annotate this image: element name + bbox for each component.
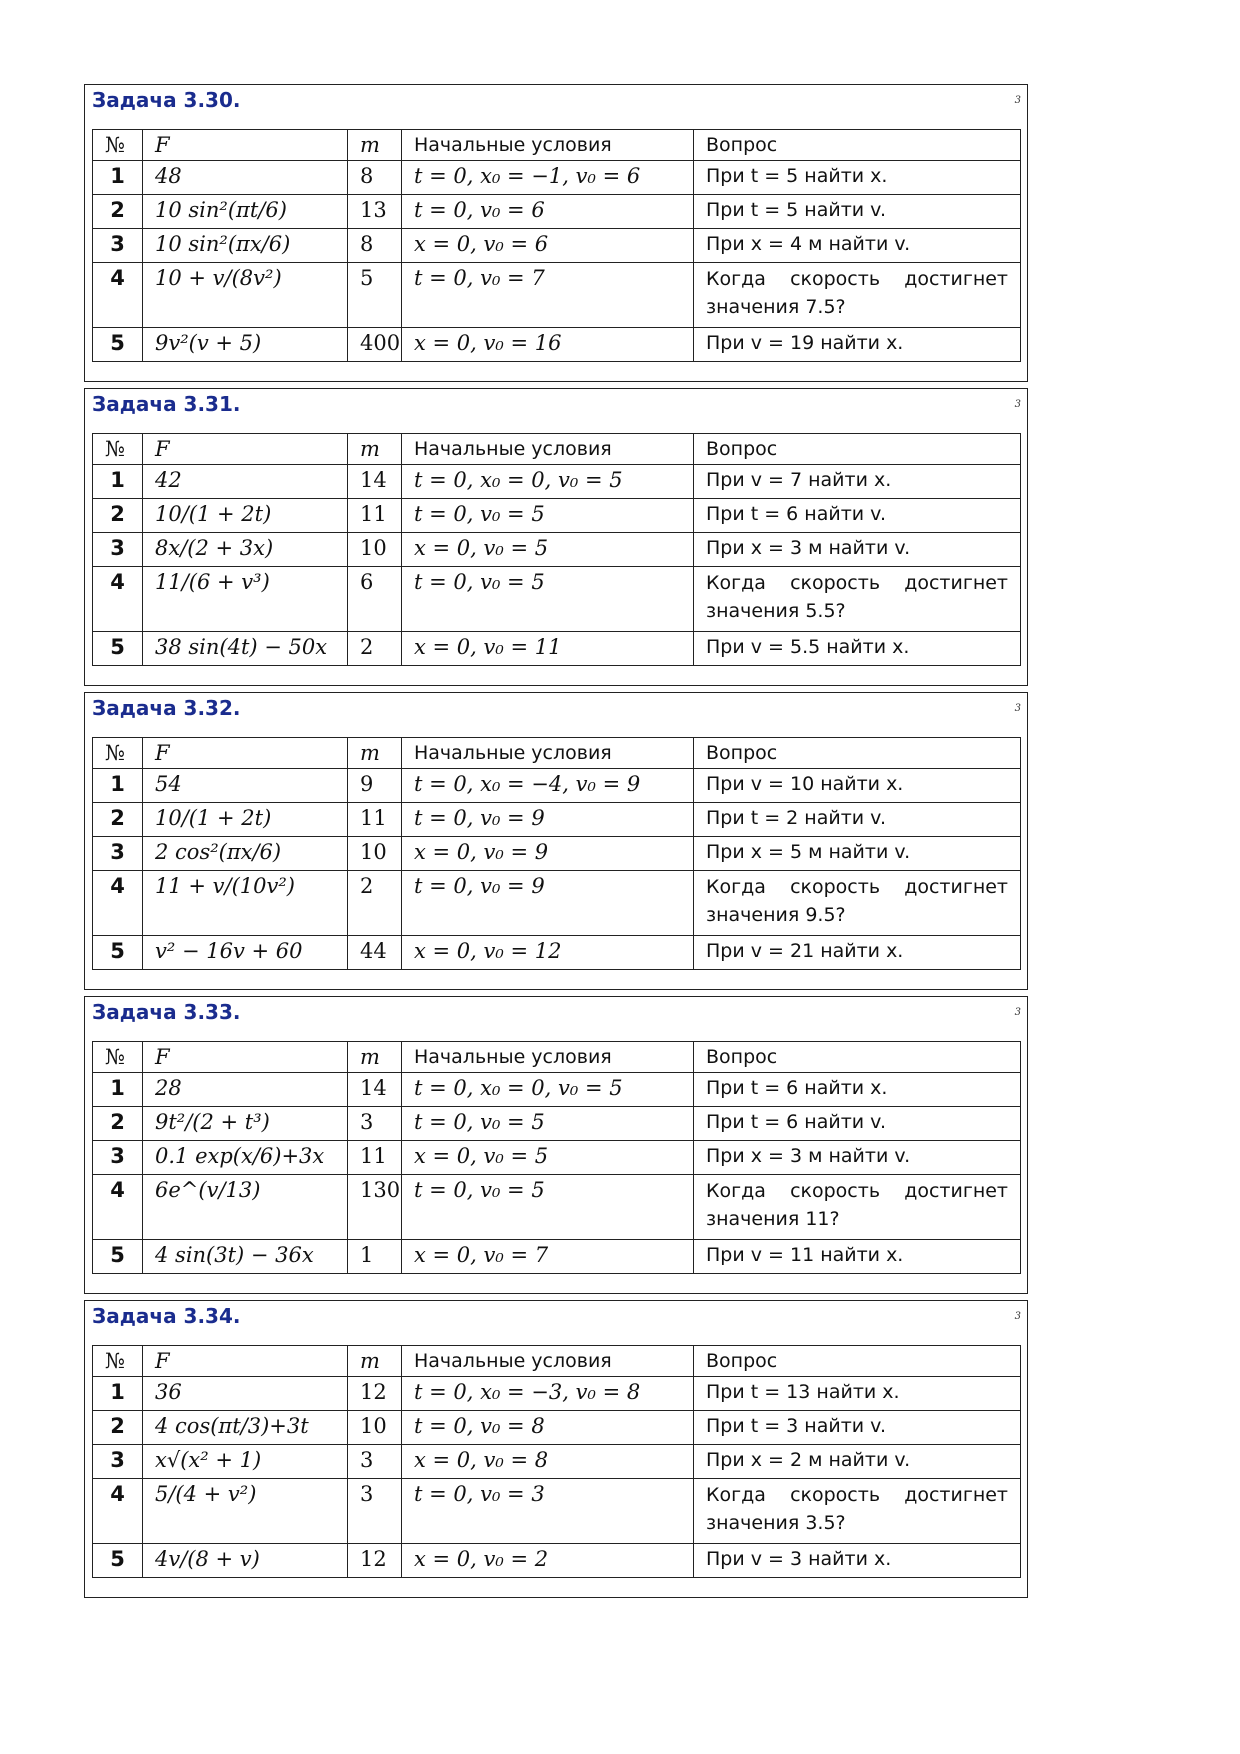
header-mass: m (348, 738, 402, 769)
initial-conditions-cell: t = 0, v₀ = 9 (402, 803, 694, 837)
problem-block (84, 84, 1028, 382)
problem-title: Задача 3.31. (92, 392, 241, 416)
mass-cell: 3 (348, 1445, 402, 1479)
table-header-row (93, 738, 1021, 769)
mass-cell: 12 (348, 1544, 402, 1578)
table-row (93, 161, 1021, 195)
initial-conditions-cell: x = 0, v₀ = 8 (402, 1445, 694, 1479)
row-number: 4 (93, 567, 143, 632)
table-row (93, 936, 1021, 970)
header-initial-conditions: Начальные условия (402, 130, 694, 161)
mass-cell: 12 (348, 1377, 402, 1411)
initial-conditions-cell: t = 0, x₀ = −1, v₀ = 6 (402, 161, 694, 195)
header-initial-conditions: Начальные условия (402, 434, 694, 465)
row-number: 1 (93, 161, 143, 195)
mass-cell: 400 (348, 328, 402, 362)
table-row (93, 499, 1021, 533)
force-cell: 10/(1 + 2t) (143, 803, 348, 837)
header-number: № (93, 130, 143, 161)
force-cell: 4 sin(3t) − 36x (143, 1240, 348, 1274)
table-header-row (93, 130, 1021, 161)
row-number: 2 (93, 195, 143, 229)
header-number: № (93, 1346, 143, 1377)
row-number: 3 (93, 229, 143, 263)
mass-cell: 44 (348, 936, 402, 970)
question-cell: При t = 5 найти v. (694, 195, 1021, 229)
mass-cell: 6 (348, 567, 402, 632)
row-number: 1 (93, 465, 143, 499)
row-number: 2 (93, 1411, 143, 1445)
question-cell: Когда скорость достигнет значения 9.5? (694, 871, 1021, 936)
table-row (93, 328, 1021, 362)
row-number: 4 (93, 1479, 143, 1544)
table-row (93, 1544, 1021, 1578)
initial-conditions-cell: x = 0, v₀ = 6 (402, 229, 694, 263)
mass-cell: 1 (348, 1240, 402, 1274)
question-cell: Когда скорость достигнет значения 5.5? (694, 567, 1021, 632)
row-number: 5 (93, 1544, 143, 1578)
table-header-row (93, 1346, 1021, 1377)
mass-cell: 10 (348, 1411, 402, 1445)
problem-table (92, 737, 1021, 970)
question-cell: При t = 6 найти x. (694, 1073, 1021, 1107)
mass-cell: 9 (348, 769, 402, 803)
initial-conditions-cell: t = 0, x₀ = 0, v₀ = 5 (402, 465, 694, 499)
mass-cell: 11 (348, 803, 402, 837)
header-question: Вопрос (694, 1346, 1021, 1377)
initial-conditions-cell: x = 0, v₀ = 5 (402, 1141, 694, 1175)
table-row (93, 769, 1021, 803)
question-cell: При t = 3 найти v. (694, 1411, 1021, 1445)
header-question: Вопрос (694, 130, 1021, 161)
header-mass: m (348, 1346, 402, 1377)
problem-table (92, 433, 1021, 666)
table-row (93, 803, 1021, 837)
mass-cell: 13 (348, 195, 402, 229)
force-cell: 6e^(v/13) (143, 1175, 348, 1240)
header-force: F (143, 130, 348, 161)
table-row (93, 195, 1021, 229)
header-question: Вопрос (694, 1042, 1021, 1073)
row-number: 1 (93, 1377, 143, 1411)
page-mark: 3 (1014, 703, 1021, 714)
table-row (93, 1240, 1021, 1274)
header-mass: m (348, 130, 402, 161)
question-cell: При x = 2 м найти v. (694, 1445, 1021, 1479)
problem-block (84, 388, 1028, 686)
problem-table (92, 129, 1021, 362)
table-header-row (93, 434, 1021, 465)
question-cell: Когда скорость достигнет значения 7.5? (694, 263, 1021, 328)
document-page (84, 84, 1028, 1604)
question-cell: При x = 4 м найти v. (694, 229, 1021, 263)
force-cell: 0.1 exp(x/6)+3x (143, 1141, 348, 1175)
initial-conditions-cell: t = 0, x₀ = −4, v₀ = 9 (402, 769, 694, 803)
force-cell: 9t²/(2 + t³) (143, 1107, 348, 1141)
problem-block (84, 692, 1028, 990)
table-row (93, 465, 1021, 499)
question-cell: При t = 5 найти x. (694, 161, 1021, 195)
force-cell: 11 + v/(10v²) (143, 871, 348, 936)
initial-conditions-cell: t = 0, v₀ = 5 (402, 567, 694, 632)
force-cell: 10 + v/(8v²) (143, 263, 348, 328)
question-cell: При x = 5 м найти v. (694, 837, 1021, 871)
mass-cell: 11 (348, 499, 402, 533)
question-cell: При t = 2 найти v. (694, 803, 1021, 837)
force-cell: 10 sin²(πt/6) (143, 195, 348, 229)
force-cell: 10 sin²(πx/6) (143, 229, 348, 263)
force-cell: 10/(1 + 2t) (143, 499, 348, 533)
table-row (93, 567, 1021, 632)
header-number: № (93, 1042, 143, 1073)
row-number: 5 (93, 936, 143, 970)
initial-conditions-cell: x = 0, v₀ = 11 (402, 632, 694, 666)
table-row (93, 1445, 1021, 1479)
page-mark: 3 (1014, 95, 1021, 106)
table-header-row (93, 1042, 1021, 1073)
row-number: 4 (93, 263, 143, 328)
initial-conditions-cell: t = 0, v₀ = 5 (402, 1107, 694, 1141)
page-mark: 3 (1014, 1311, 1021, 1322)
initial-conditions-cell: t = 0, x₀ = 0, v₀ = 5 (402, 1073, 694, 1107)
force-cell: 5/(4 + v²) (143, 1479, 348, 1544)
header-initial-conditions: Начальные условия (402, 738, 694, 769)
initial-conditions-cell: x = 0, v₀ = 5 (402, 533, 694, 567)
header-force: F (143, 1346, 348, 1377)
page-mark: 3 (1014, 1007, 1021, 1018)
question-cell: При v = 3 найти x. (694, 1544, 1021, 1578)
initial-conditions-cell: x = 0, v₀ = 16 (402, 328, 694, 362)
mass-cell: 8 (348, 161, 402, 195)
initial-conditions-cell: t = 0, v₀ = 5 (402, 499, 694, 533)
mass-cell: 11 (348, 1141, 402, 1175)
header-question: Вопрос (694, 738, 1021, 769)
problem-block (84, 1300, 1028, 1598)
row-number: 3 (93, 837, 143, 871)
force-cell: 42 (143, 465, 348, 499)
mass-cell: 2 (348, 632, 402, 666)
page-mark: 3 (1014, 399, 1021, 410)
mass-cell: 5 (348, 263, 402, 328)
force-cell: 9v²(v + 5) (143, 328, 348, 362)
question-cell: При v = 19 найти x. (694, 328, 1021, 362)
table-row (93, 837, 1021, 871)
initial-conditions-cell: t = 0, v₀ = 9 (402, 871, 694, 936)
question-cell: При x = 3 м найти v. (694, 533, 1021, 567)
force-cell: x√(x² + 1) (143, 1445, 348, 1479)
mass-cell: 14 (348, 465, 402, 499)
row-number: 2 (93, 499, 143, 533)
header-force: F (143, 434, 348, 465)
row-number: 3 (93, 1141, 143, 1175)
row-number: 5 (93, 328, 143, 362)
header-number: № (93, 738, 143, 769)
row-number: 4 (93, 871, 143, 936)
problem-title: Задача 3.33. (92, 1000, 241, 1024)
row-number: 1 (93, 769, 143, 803)
force-cell: 48 (143, 161, 348, 195)
header-number: № (93, 434, 143, 465)
question-cell: При v = 21 найти x. (694, 936, 1021, 970)
initial-conditions-cell: x = 0, v₀ = 7 (402, 1240, 694, 1274)
force-cell: 8x/(2 + 3x) (143, 533, 348, 567)
force-cell: 11/(6 + v³) (143, 567, 348, 632)
row-number: 2 (93, 803, 143, 837)
mass-cell: 8 (348, 229, 402, 263)
table-row (93, 1175, 1021, 1240)
mass-cell: 10 (348, 837, 402, 871)
table-row (93, 263, 1021, 328)
question-cell: При t = 6 найти v. (694, 499, 1021, 533)
initial-conditions-cell: x = 0, v₀ = 2 (402, 1544, 694, 1578)
question-cell: Когда скорость достигнет значения 11? (694, 1175, 1021, 1240)
mass-cell: 130 (348, 1175, 402, 1240)
table-row (93, 1411, 1021, 1445)
row-number: 3 (93, 1445, 143, 1479)
force-cell: 28 (143, 1073, 348, 1107)
initial-conditions-cell: t = 0, x₀ = −3, v₀ = 8 (402, 1377, 694, 1411)
mass-cell: 14 (348, 1073, 402, 1107)
force-cell: 4 cos(πt/3)+3t (143, 1411, 348, 1445)
table-row (93, 1377, 1021, 1411)
table-row (93, 229, 1021, 263)
initial-conditions-cell: t = 0, v₀ = 6 (402, 195, 694, 229)
row-number: 4 (93, 1175, 143, 1240)
problem-table (92, 1345, 1021, 1578)
question-cell: При t = 13 найти x. (694, 1377, 1021, 1411)
initial-conditions-cell: t = 0, v₀ = 3 (402, 1479, 694, 1544)
problem-title: Задача 3.32. (92, 696, 241, 720)
table-row (93, 1141, 1021, 1175)
header-question: Вопрос (694, 434, 1021, 465)
header-initial-conditions: Начальные условия (402, 1346, 694, 1377)
table-row (93, 1073, 1021, 1107)
row-number: 3 (93, 533, 143, 567)
initial-conditions-cell: t = 0, v₀ = 8 (402, 1411, 694, 1445)
question-cell: Когда скорость достигнет значения 3.5? (694, 1479, 1021, 1544)
header-initial-conditions: Начальные условия (402, 1042, 694, 1073)
question-cell: При x = 3 м найти v. (694, 1141, 1021, 1175)
force-cell: 38 sin(4t) − 50x (143, 632, 348, 666)
initial-conditions-cell: x = 0, v₀ = 9 (402, 837, 694, 871)
row-number: 5 (93, 1240, 143, 1274)
force-cell: 36 (143, 1377, 348, 1411)
header-force: F (143, 1042, 348, 1073)
table-row (93, 1107, 1021, 1141)
row-number: 1 (93, 1073, 143, 1107)
table-row (93, 871, 1021, 936)
table-row (93, 1479, 1021, 1544)
question-cell: При v = 10 найти x. (694, 769, 1021, 803)
initial-conditions-cell: x = 0, v₀ = 12 (402, 936, 694, 970)
force-cell: 4v/(8 + v) (143, 1544, 348, 1578)
problem-title: Задача 3.34. (92, 1304, 241, 1328)
mass-cell: 3 (348, 1107, 402, 1141)
problem-block (84, 996, 1028, 1294)
problem-table (92, 1041, 1021, 1274)
mass-cell: 3 (348, 1479, 402, 1544)
question-cell: При t = 6 найти v. (694, 1107, 1021, 1141)
problem-title: Задача 3.30. (92, 88, 241, 112)
question-cell: При v = 5.5 найти x. (694, 632, 1021, 666)
table-row (93, 632, 1021, 666)
row-number: 2 (93, 1107, 143, 1141)
header-mass: m (348, 1042, 402, 1073)
initial-conditions-cell: t = 0, v₀ = 5 (402, 1175, 694, 1240)
initial-conditions-cell: t = 0, v₀ = 7 (402, 263, 694, 328)
header-mass: m (348, 434, 402, 465)
header-force: F (143, 738, 348, 769)
question-cell: При v = 11 найти x. (694, 1240, 1021, 1274)
force-cell: 2 cos²(πx/6) (143, 837, 348, 871)
mass-cell: 10 (348, 533, 402, 567)
row-number: 5 (93, 632, 143, 666)
question-cell: При v = 7 найти x. (694, 465, 1021, 499)
mass-cell: 2 (348, 871, 402, 936)
force-cell: 54 (143, 769, 348, 803)
force-cell: v² − 16v + 60 (143, 936, 348, 970)
table-row (93, 533, 1021, 567)
